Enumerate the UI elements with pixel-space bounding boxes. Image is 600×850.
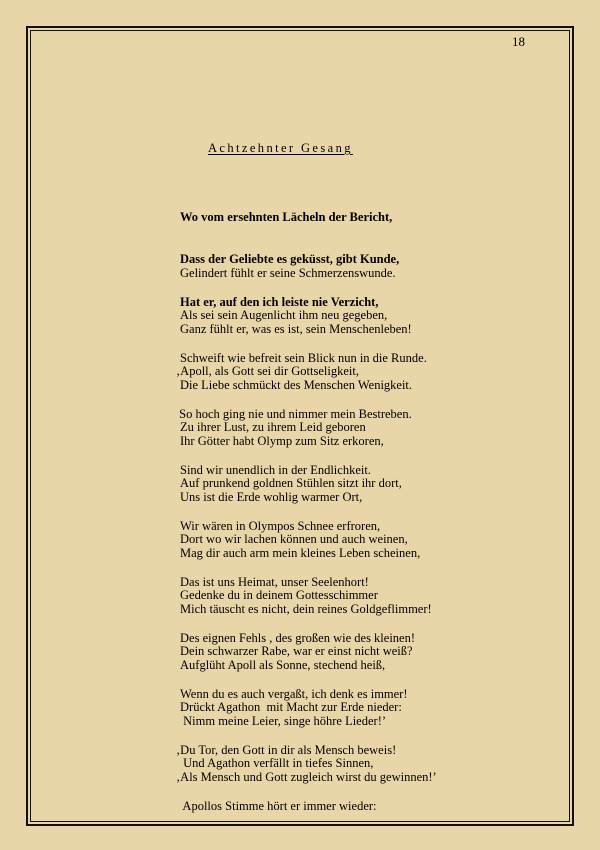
verse-line: Gelindert fühlt er seine Schmerzenswunde. (180, 265, 396, 280)
verse-line: Wenn du es auch vergaßt, ich denk es immer! (180, 687, 408, 702)
verse-line: Und Agathon verfällt in tiefes Sinnen, (180, 756, 374, 771)
stanza-11 (176, 741, 437, 798)
verse-line: Wo vom ersehnten Lächeln der Bericht, (180, 209, 393, 224)
verse-line: Wir wären in Olympos Schnee erfroren, (180, 519, 381, 534)
verse-line: Ganz fühlt er, was es ist, sein Menschenleben! (180, 321, 412, 336)
verse-line: Ihr Götter habt Olymp zum Sitz erkoren, (180, 433, 384, 448)
page-number: 18 (512, 34, 525, 49)
verse-line: Des eignen Fehls , des großen wie des kleinen! (180, 631, 416, 646)
verse-line: ‚Als Mensch und Gott zugleich wirst du gewinnen!’ (176, 769, 437, 784)
verse-line: Zu ihrer Lust, zu ihrem Leid geboren (180, 420, 366, 435)
verse-line: Als sei sein Augenlicht ihm neu gegeben, (180, 308, 388, 323)
verse-line: ‚Apoll, als Gott sei dir Gottseligkeit, (176, 364, 359, 379)
verse-line: Dass der Geliebte es geküsst, gibt Kunde, (180, 252, 400, 267)
verse-line: Schweift wie befreit sein Blick nun in die Runde. (180, 351, 427, 366)
verse-line: So hoch ging nie und nimmer mein Bestreben. (176, 407, 412, 422)
verse-line: Uns ist die Erde wohlig warmer Ort, (180, 489, 363, 504)
verse-line: Nimm meine Leier, singe höhre Lieder!’ (180, 713, 387, 728)
verse-line: Die Liebe schmückt des Menschen Wenigkeit. (180, 377, 413, 392)
verse-line: Das ist uns Heimat, unser Seelenhort! (180, 575, 369, 590)
verse-line: Aufglüht Apoll als Sonne, stechend heiß, (180, 657, 386, 672)
verse-line: Hat er, auf den ich leiste nie Verzicht, (180, 295, 379, 310)
verse-line: Dort wo wir lachen können und auch weinen, (180, 532, 408, 547)
verse-line: Auf prunkend goldnen Stühlen sitzt ihr dort, (180, 476, 402, 491)
verse-line: Gedenke du in deinem Gottesschimmer (180, 588, 378, 603)
verse-line: Mag dir auch arm mein kleines Leben scheinen, (180, 545, 421, 560)
verse-line: Dein schwarzer Rabe, war er einst nicht weiß? (180, 644, 413, 659)
verse-line: Sind wir unendlich in der Endlichkeit. (180, 463, 371, 478)
verse-line: Apollos Stimme hört er immer wieder: (180, 799, 377, 814)
poem-title: Achtzehnter Gesang (208, 141, 353, 155)
verse-line: Drückt Agathon mit Macht zur Erde nieder: (180, 700, 402, 715)
verse-line: Mich täuscht es nicht, dein reines Goldgeflimmer! (180, 601, 432, 616)
verse-line: ‚Du Tor, den Gott in dir als Mensch beweis! (176, 743, 397, 758)
